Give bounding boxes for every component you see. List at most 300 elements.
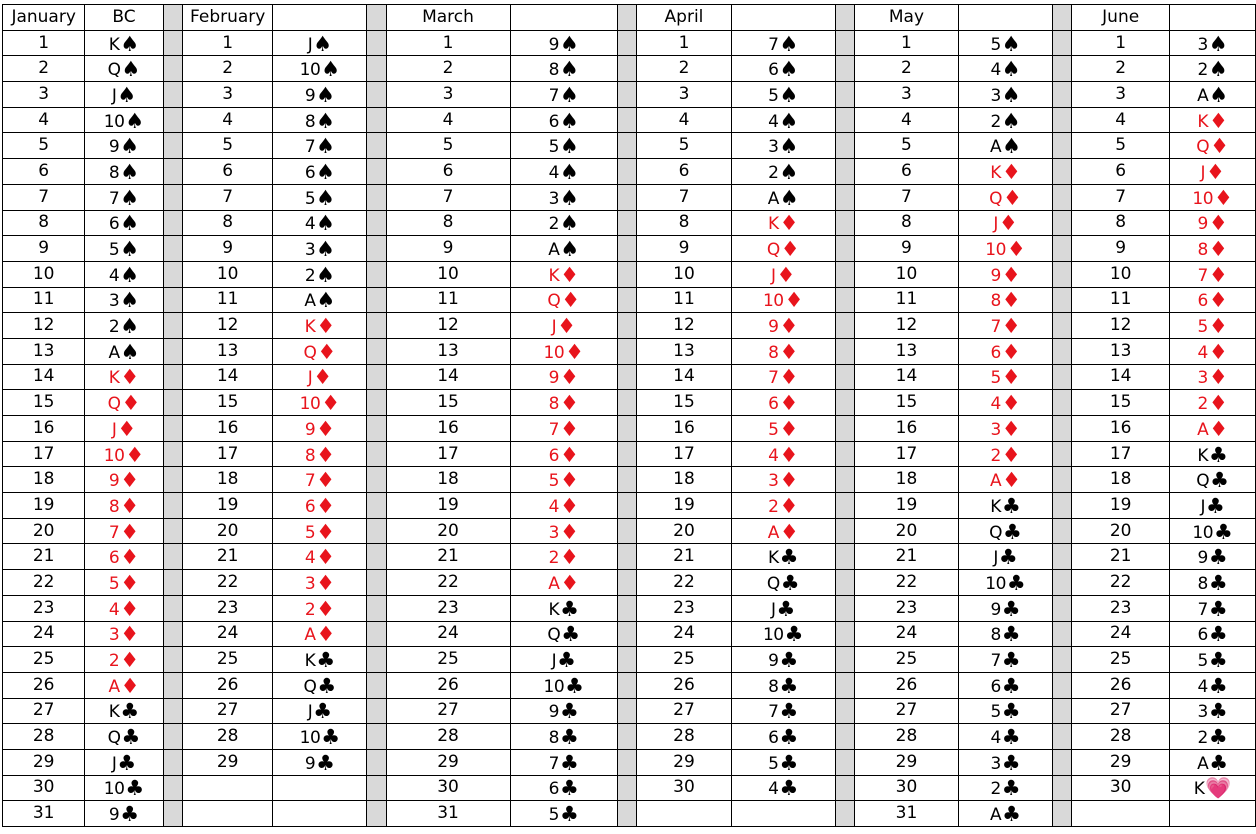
spade-icon: ♠	[779, 185, 799, 210]
card-rank: Q	[547, 291, 561, 312]
day-number: 15	[1072, 390, 1170, 416]
playing-card	[109, 495, 139, 516]
club-icon: ♣	[1006, 570, 1026, 595]
card-cell	[1170, 364, 1256, 390]
playing-card	[768, 391, 799, 416]
table-row	[3, 467, 1256, 493]
card-rank: 9	[304, 753, 316, 774]
diamond-icon: ♦	[780, 237, 800, 262]
card-cell	[85, 159, 163, 185]
card-cell	[731, 518, 835, 544]
diamond-icon: ♦	[779, 468, 799, 493]
card-cell	[1170, 493, 1256, 519]
day-number: 17	[854, 441, 958, 467]
separator-column	[1052, 210, 1071, 236]
table-row	[3, 416, 1256, 442]
card-cell	[273, 338, 367, 364]
card-cell	[510, 493, 617, 519]
separator-column	[163, 749, 182, 775]
card-rank: 9	[548, 368, 559, 389]
club-icon: ♣	[1208, 725, 1228, 750]
day-number: 9	[386, 236, 510, 262]
playing-card	[1197, 725, 1228, 750]
card-rank: 8	[108, 496, 120, 517]
day-number: 6	[3, 159, 85, 185]
day-number: 2	[3, 56, 85, 82]
separator-column	[835, 775, 854, 801]
card-cell	[273, 544, 367, 570]
card-rank: 10	[543, 342, 565, 363]
separator-column	[1052, 801, 1071, 827]
empty-cell	[182, 775, 273, 801]
card-cell	[1170, 570, 1256, 596]
table-row	[3, 441, 1256, 467]
card-cell	[510, 236, 617, 262]
separator-column	[1052, 672, 1071, 698]
day-number: 8	[854, 210, 958, 236]
separator-column	[835, 493, 854, 519]
club-icon: ♣	[1209, 442, 1228, 467]
card-cell	[510, 30, 617, 56]
day-number: 18	[637, 467, 732, 493]
separator-column	[617, 647, 636, 673]
separator-column	[163, 133, 182, 159]
card-rank: 2	[304, 265, 316, 286]
card-rank: 5	[548, 471, 559, 492]
separator-column	[617, 159, 636, 185]
day-number: 26	[637, 672, 732, 698]
day-number: 19	[1072, 493, 1170, 519]
card-rank: Q	[1196, 471, 1210, 492]
separator-column	[163, 544, 182, 570]
playing-card	[1197, 211, 1228, 236]
playing-card	[109, 675, 140, 696]
card-cell	[85, 416, 163, 442]
playing-card	[548, 545, 579, 570]
playing-card	[1198, 598, 1228, 619]
playing-card	[548, 725, 579, 750]
card-rank: A	[990, 471, 1002, 492]
day-number: 9	[637, 236, 732, 262]
card-rank: 9	[768, 317, 779, 338]
playing-card	[305, 495, 335, 516]
playing-card	[990, 33, 1020, 54]
card-rank: 4	[990, 60, 1001, 81]
day-number: 7	[386, 184, 510, 210]
day-number: 14	[3, 364, 85, 390]
card-rank: J	[993, 548, 998, 569]
card-rank: 3	[548, 522, 559, 543]
separator-column	[617, 518, 636, 544]
day-number: 12	[386, 313, 510, 339]
day-number: 4	[637, 107, 732, 133]
card-cell	[510, 518, 617, 544]
separator-column	[1052, 595, 1071, 621]
day-number: 25	[3, 647, 85, 673]
card-cell	[1170, 416, 1256, 442]
card-rank: 3	[1197, 368, 1208, 389]
playing-card	[768, 648, 799, 673]
table-row	[3, 364, 1256, 390]
diamond-icon: ♦	[559, 468, 579, 493]
day-number: 22	[637, 570, 732, 596]
card-cell	[85, 749, 163, 775]
day-number: 16	[1072, 416, 1170, 442]
card-cell	[273, 698, 367, 724]
playing-card	[549, 187, 579, 208]
card-rank: Q	[766, 573, 780, 594]
playing-card	[549, 598, 579, 619]
diamond-icon: ♦	[559, 519, 579, 544]
playing-card	[990, 648, 1021, 673]
diamond-icon: ♦	[779, 442, 799, 467]
card-cell	[731, 184, 835, 210]
playing-card	[1197, 418, 1228, 439]
diamond-icon: ♦	[559, 391, 579, 416]
separator-column	[367, 107, 386, 133]
spade-icon: ♠	[121, 57, 141, 82]
separator-column	[163, 287, 182, 313]
day-number: 2	[386, 56, 510, 82]
card-cell	[1170, 544, 1256, 570]
card-cell	[1170, 261, 1256, 287]
card-rank: 6	[990, 342, 1001, 363]
playing-card	[1197, 365, 1228, 390]
spade-icon: ♠	[1208, 31, 1228, 56]
playing-card	[768, 468, 799, 493]
separator-column	[835, 364, 854, 390]
playing-card	[1197, 444, 1227, 465]
card-cell	[959, 518, 1053, 544]
playing-card	[1197, 84, 1228, 105]
separator-column	[163, 595, 182, 621]
spade-icon: ♠	[779, 108, 799, 133]
diamond-icon: ♦	[316, 493, 335, 518]
playing-card	[990, 495, 1020, 516]
club-icon: ♣	[557, 648, 576, 673]
playing-card	[549, 444, 579, 465]
separator-column	[1052, 30, 1071, 56]
playing-card	[108, 468, 140, 493]
empty-cell	[1170, 801, 1256, 827]
separator-column	[617, 287, 636, 313]
card-cell	[273, 364, 367, 390]
diamond-icon: ♦	[1208, 288, 1228, 313]
card-cell	[1170, 775, 1256, 801]
card-rank: A	[767, 522, 779, 543]
day-number: 18	[1072, 467, 1170, 493]
separator-column	[1052, 698, 1071, 724]
card-rank: J	[993, 214, 998, 235]
card-cell	[85, 441, 163, 467]
separator-column	[163, 647, 182, 673]
card-cell	[731, 287, 835, 313]
separator-column	[367, 261, 386, 287]
card-rank: 6	[768, 728, 779, 749]
playing-card	[108, 622, 140, 647]
card-rank: 4	[548, 162, 559, 183]
day-number: 25	[386, 647, 510, 673]
day-number: 10	[386, 261, 510, 287]
day-number: 10	[182, 261, 273, 287]
card-rank: 8	[304, 111, 316, 132]
table-row	[3, 287, 1256, 313]
card-cell	[273, 672, 367, 698]
card-cell	[959, 493, 1053, 519]
playing-card	[112, 752, 136, 773]
day-number: 20	[3, 518, 85, 544]
card-cell	[959, 775, 1053, 801]
table-row	[3, 518, 1256, 544]
separator-column	[367, 621, 386, 647]
card-rank: 4	[1197, 342, 1208, 363]
club-icon: ♣	[779, 648, 799, 673]
spade-icon: ♠	[313, 31, 333, 56]
playing-card	[549, 752, 579, 773]
empty-cell	[273, 775, 367, 801]
diamond-icon: ♦	[779, 416, 799, 441]
col-header-may: May	[854, 5, 958, 31]
playing-card	[990, 57, 1021, 82]
day-number: 28	[1072, 724, 1170, 750]
club-icon: ♣	[561, 622, 581, 647]
separator-column	[163, 441, 182, 467]
card-rank: 8	[548, 60, 559, 81]
day-number: 16	[854, 416, 958, 442]
card-rank: 3	[108, 291, 120, 312]
day-number: 13	[182, 338, 273, 364]
card-rank: 2	[768, 162, 779, 183]
card-cell	[510, 261, 617, 287]
day-number: 1	[3, 30, 85, 56]
playing-card	[768, 84, 798, 105]
card-cell	[959, 544, 1053, 570]
diamond-icon: ♦	[1208, 365, 1228, 390]
day-number: 30	[854, 775, 958, 801]
playing-card	[109, 521, 139, 542]
card-rank: 7	[1197, 265, 1208, 286]
card-cell	[731, 467, 835, 493]
separator-column	[1052, 82, 1071, 108]
card-rank: A	[304, 625, 316, 646]
table-row	[3, 159, 1256, 185]
card-cell	[1170, 647, 1256, 673]
playing-card	[985, 572, 1025, 593]
card-cell	[959, 338, 1053, 364]
card-cell	[510, 56, 617, 82]
card-rank: 7	[548, 85, 559, 106]
separator-column	[163, 313, 182, 339]
day-number: 1	[1072, 30, 1170, 56]
spade-icon: ♠	[316, 262, 335, 287]
diamond-icon: ♦	[1208, 262, 1228, 287]
day-number: 19	[637, 493, 732, 519]
card-cell	[510, 775, 617, 801]
card-rank: 3	[990, 85, 1001, 106]
diamond-icon: ♦	[120, 519, 140, 544]
separator-column	[367, 647, 386, 673]
day-number: 26	[182, 672, 273, 698]
card-rank: 7	[768, 34, 779, 55]
spade-icon: ♠	[779, 57, 799, 82]
playing-card	[1200, 495, 1224, 516]
playing-card	[104, 444, 144, 465]
card-cell	[510, 159, 617, 185]
spade-icon: ♠	[559, 159, 579, 184]
card-cell	[1170, 133, 1256, 159]
spade-icon: ♠	[1001, 82, 1021, 107]
day-number: 22	[854, 570, 958, 596]
separator-column	[617, 313, 636, 339]
day-number: 2	[182, 56, 273, 82]
col-header-april: April	[637, 5, 732, 31]
playing-card	[304, 468, 335, 493]
card-rank: 6	[108, 214, 120, 235]
card-cell	[959, 441, 1053, 467]
separator-column	[617, 801, 636, 827]
playing-card	[990, 776, 1021, 801]
day-number: 11	[3, 287, 85, 313]
card-rank: 9	[304, 419, 316, 440]
card-rank: 6	[108, 548, 120, 569]
card-rank: J	[1200, 496, 1205, 517]
playing-card	[990, 699, 1021, 724]
day-number: 15	[3, 390, 85, 416]
card-rank: 6	[768, 394, 779, 415]
diamond-icon: ♦	[779, 391, 799, 416]
empty-cell	[731, 801, 835, 827]
card-rank: 6	[990, 676, 1001, 697]
card-cell	[510, 313, 617, 339]
separator-column	[1052, 724, 1071, 750]
card-cell	[1170, 236, 1256, 262]
playing-card	[108, 288, 140, 313]
card-rank: 9	[768, 651, 779, 672]
club-icon: ♣	[1208, 673, 1228, 698]
card-cell	[959, 107, 1053, 133]
separator-column	[835, 5, 854, 31]
day-number: 3	[637, 82, 732, 108]
card-cell	[510, 801, 617, 827]
spade-icon: ♠	[117, 82, 137, 107]
card-rank: K	[108, 368, 120, 389]
separator-column	[617, 133, 636, 159]
club-icon: ♣	[776, 596, 796, 621]
day-number: 9	[854, 236, 958, 262]
spade-icon: ♠	[120, 314, 140, 339]
card-rank: 9	[548, 702, 559, 723]
card-cell	[731, 749, 835, 775]
playing-card	[548, 57, 579, 82]
card-rank: 4	[304, 214, 316, 235]
playing-card	[762, 288, 804, 313]
card-cell	[85, 493, 163, 519]
day-number: 6	[386, 159, 510, 185]
card-rank: 6	[548, 111, 559, 132]
spade-icon: ♠	[559, 57, 579, 82]
day-number: 28	[3, 724, 85, 750]
card-cell	[1170, 210, 1256, 236]
playing-card	[990, 391, 1021, 416]
club-icon: ♣	[1209, 750, 1229, 775]
card-cell	[510, 416, 617, 442]
day-number: 14	[637, 364, 732, 390]
playing-card	[767, 545, 799, 570]
spade-icon: ♠	[316, 159, 335, 184]
day-number: 27	[854, 698, 958, 724]
card-rank: J	[307, 702, 313, 723]
playing-card	[304, 288, 336, 313]
spade-icon: ♠	[559, 211, 579, 236]
card-cell	[85, 672, 163, 698]
day-number: 30	[3, 775, 85, 801]
card-rank: 7	[304, 137, 316, 158]
playing-card	[304, 545, 335, 570]
card-rank: J	[771, 265, 776, 286]
card-rank: K	[548, 265, 560, 286]
separator-column	[163, 698, 182, 724]
club-icon: ♣	[1208, 622, 1228, 647]
card-rank: 10	[985, 240, 1006, 261]
day-number: 3	[3, 82, 85, 108]
playing-card	[990, 365, 1021, 390]
day-number: 24	[3, 621, 85, 647]
card-cell	[731, 82, 835, 108]
card-cell	[959, 672, 1053, 698]
col-header-march: March	[386, 5, 510, 31]
separator-column	[617, 416, 636, 442]
playing-card	[762, 622, 804, 647]
card-rank: Q	[989, 188, 1003, 209]
separator-column	[163, 621, 182, 647]
card-cell	[273, 724, 367, 750]
diamond-icon: ♦	[779, 211, 799, 236]
separator-column	[835, 441, 854, 467]
diamond-icon: ♦	[121, 391, 141, 416]
card-cell	[273, 493, 367, 519]
separator-column	[617, 724, 636, 750]
card-cell	[85, 544, 163, 570]
separator-column	[617, 595, 636, 621]
separator-column	[617, 210, 636, 236]
separator-column	[1052, 775, 1071, 801]
card-rank: 10	[985, 573, 1006, 594]
card-rank: A	[1197, 753, 1209, 774]
card-rank: 2	[990, 445, 1001, 466]
card-rank: 2	[1197, 394, 1208, 415]
separator-column	[835, 82, 854, 108]
day-number: 19	[182, 493, 273, 519]
diamond-icon: ♦	[784, 288, 804, 313]
card-cell	[85, 133, 163, 159]
empty-cell	[273, 801, 367, 827]
table-row	[3, 236, 1256, 262]
day-number: 3	[854, 82, 958, 108]
day-number: 25	[182, 647, 273, 673]
card-cell	[731, 724, 835, 750]
day-number: 13	[854, 338, 958, 364]
separator-column	[1052, 416, 1071, 442]
club-icon: ♣	[784, 622, 804, 647]
card-cell	[731, 493, 835, 519]
playing-card	[549, 521, 579, 542]
card-rank: A	[548, 240, 560, 261]
card-rank: 4	[108, 265, 120, 286]
separator-column	[1052, 133, 1071, 159]
playing-card	[990, 444, 1020, 465]
calendar-card-table	[2, 4, 1256, 827]
playing-card	[305, 84, 335, 105]
